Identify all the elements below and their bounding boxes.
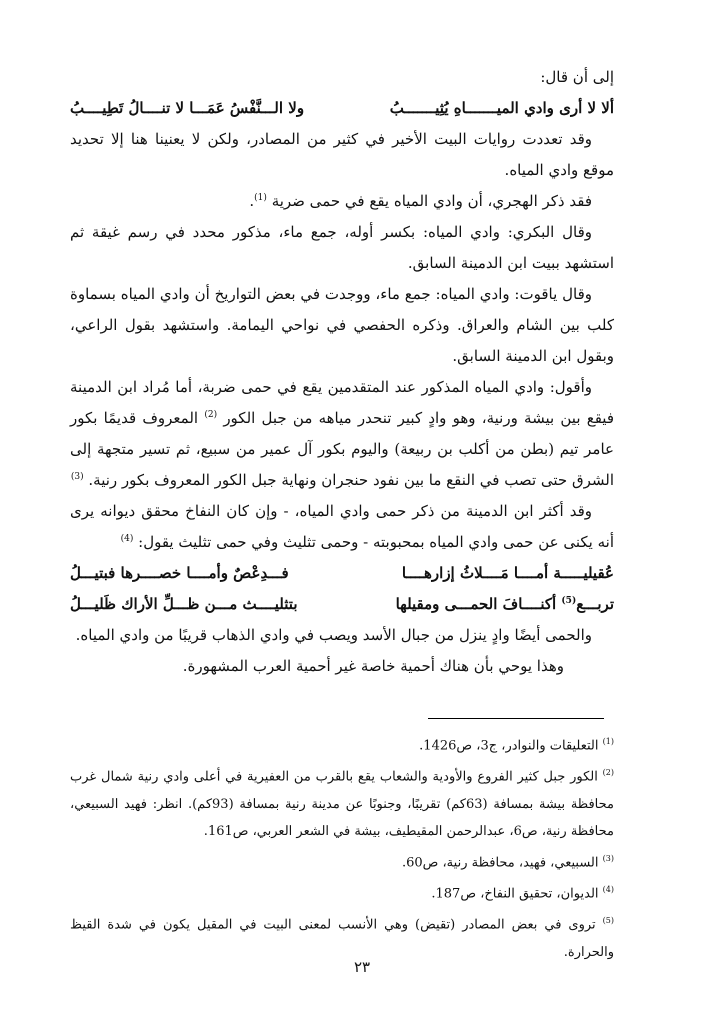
paragraph-7: والحمى أيضًا وادٍ ينزل من جبال الأسد ويصب في وادي الذهاب قريبًا من وادي المياه. [75, 626, 592, 644]
page-number: ٢٣ [353, 958, 371, 976]
verse-1 [70, 93, 614, 124]
footnote-ref-2: (2) [204, 410, 218, 420]
verse-3 [70, 589, 614, 620]
main-text [70, 62, 614, 682]
footnote-3-text: السبيعي، فهيد، محافظة رنية، ص60. [401, 854, 599, 870]
verse-3-first-hemistich [396, 589, 614, 620]
footnote-4-text: الديوان، تحقيق النفاخ، ص187. [431, 886, 599, 902]
paragraph-2-text: فقد ذكر الهجري، أن وادي المياه يقع في حمى ضرية [271, 192, 592, 210]
footnote-2-text: الكور جبل كثير الفروع والأودية والشعاب يقع بالقرب من العفيرية في أعلى وادي رنية شمال غرب محافظة بيشة بمسافة (63كم) تقريبًا، وجنوبًا عن مدينة رنية بمسافة (93كم). انظر: فهيد السبيعي، محافظة رنية، ص6، عبدالرحمن المقيطيف، بيشة في الشعر العربي، ص161. [70, 769, 614, 839]
paragraph-5-text-a: وأقول: وادي المياه المذكور عند المتقدمين يقع في حمى ضربة، أما مُراد ابن الدمينة فيقع بين بيشة ورنية، وهو وادٍ كبير تنحدر مياهه من جبل الكور [70, 378, 614, 427]
footnote-ref-4: (4) [120, 534, 134, 544]
paragraph-8: وهذا يوحي بأن هناك أحمية خاصة غير أحمية العرب المشهورة. [182, 657, 564, 675]
footnote-separator [428, 718, 604, 719]
footnote-ref-3: (3) [70, 472, 84, 482]
paragraph-5 [70, 372, 614, 496]
verse-2-second-hemistich: فـــدِعْصٌ وأمــــا خصــــرها فبتيـــلُ [70, 564, 289, 582]
footnote-5-number: (5) [602, 916, 614, 926]
paragraph-4: وقال ياقوت: وادي المياه: جمع ماء، ووجدت في بعض التواريخ أن وادي المياه بسماوة كلب بين الشام والعراق. وذكره الحفصي في نواحي اليمامة. واستشهد بقول الراعي، وبقول ابن الدمينة السابق. [70, 285, 614, 365]
footnote-5-text: تروى في بعض المصادر (تقيض) وهي الأنسب لمعنى البيت في المقيل يكون في شدة القيظ والحرارة. [70, 917, 614, 960]
verse-1-first-hemistich: ألا لا أرى وادي الميـــــــاهِ يُثِيـــــــبُ [389, 99, 614, 117]
footnote-ref-5: (5) [561, 596, 577, 606]
footnote-1-text: التعليقات والنوادر، ج3، ص1426. [419, 738, 599, 754]
verse-3-second-hemistich: بتثليــــث مـــن ظـــلِّ الأراك ظَليـــلُ [70, 595, 298, 613]
verse-3-word-b: أكنــــافَ الحمـــى ومقيلها [395, 595, 562, 613]
footnote-2 [70, 759, 614, 844]
footnote-1-number: (1) [602, 737, 614, 746]
footnote-1 [70, 728, 614, 759]
paragraph-1: وقد تعددت روايات البيت الأخير في كثير من المصادر، ولكن لا يعنينا هنا إلا تحديد موقع وادي المياه. [70, 130, 614, 179]
paragraph-5-text-b: المعروف قديمًا بكور عامر تيم (بطن من أكلب بن ربيعة) واليوم بكور آل عمير من سبيع، ثم تسير متجهة إلى الشرق حتى تصب في النقع ما بين نفود حنجران ونهاية جبل الكور المعروف بكور رنية. [70, 409, 614, 489]
footnote-2-number: (2) [602, 768, 614, 778]
verse-3-word-a: تربـــع [576, 595, 614, 613]
footnote-4 [70, 876, 614, 907]
paragraph-6-text: وقد أكثر ابن الدمينة من ذكر حمى وادي المياه، - وإن كان النفاخ محقق ديوانه يرى أنه يكنى عن حمى وادي المياه بمحبوبته - وحمى تثليث وفي حمى تثليث يقول: [70, 502, 614, 551]
footnote-3 [70, 845, 614, 876]
verse-1-second-hemistich: ولا الـــنَّفْسُ عَمَـــا لا تنــــالُ تَطِيــــبُ [70, 99, 305, 117]
footnotes [70, 728, 614, 966]
footnote-3-number: (3) [602, 853, 614, 863]
footnote-4-number: (4) [602, 884, 614, 894]
paragraph-6 [70, 496, 614, 558]
footnote-5 [70, 907, 614, 965]
verse-2-first-hemistich: عُقيليـــــة أمــــا مَــــلاثُ إزارهــــا [401, 564, 614, 582]
paragraph-3: وقال البكري: وادي المياه: بكسر أوله، جمع ماء، مذكور محدد في رسم غيقة ثم استشهد ببيت ابن الدمينة السابق. [70, 223, 614, 272]
paragraph-2 [70, 186, 614, 217]
footnote-ref-1: (1) [254, 193, 267, 203]
intro-line: إلى أن قال: [540, 68, 614, 86]
paragraph-2-end: . [249, 192, 255, 210]
verse-2 [70, 558, 614, 589]
